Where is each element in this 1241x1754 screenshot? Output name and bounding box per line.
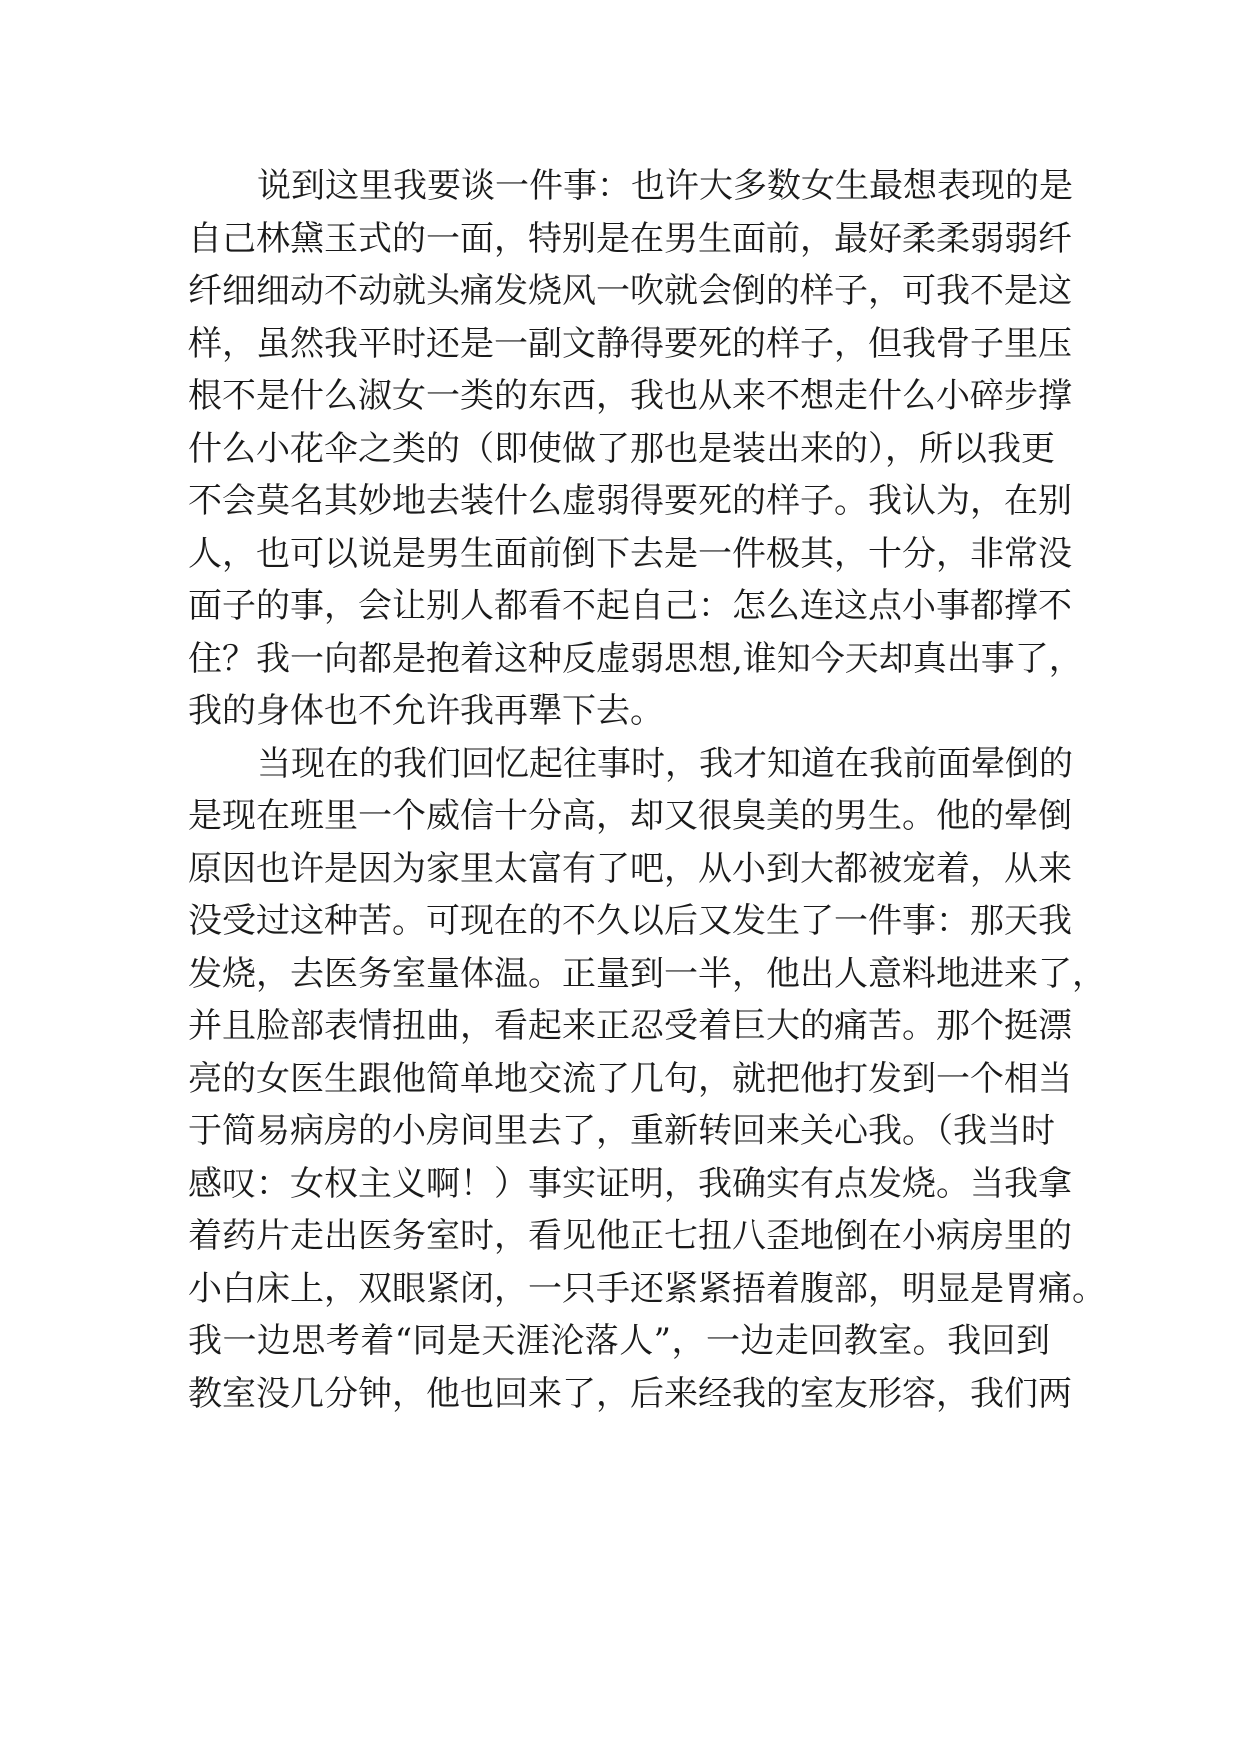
text-line: 是现在班里一个威信十分高，却又很臭美的男生。他的晕倒 xyxy=(188,796,1072,836)
text-line: 自己林黛玉式的一面，特别是在男生面前，最好柔柔弱弱纤 xyxy=(188,218,1072,259)
text-line: 样，虽然我平时还是一副文静得要死的样子，但我骨子里压 xyxy=(188,323,1072,364)
text-line: 面子的事，会让别人都看不起自己：怎么连这点小事都撑不 xyxy=(188,586,1072,626)
text-line: 不会莫名其妙地去装什么虚弱得要死的样子。我认为，在别 xyxy=(188,481,1072,521)
text-line: 小白床上，双眼紧闭，一只手还紧紧捂着腹部，明显是胃痛。 xyxy=(188,1268,1106,1309)
body-text xyxy=(188,160,1106,1420)
paragraph-2 xyxy=(188,738,1106,1421)
text-line: 原因也许是因为家里太富有了吧，从小到大都被宠着，从来 xyxy=(188,848,1072,889)
text-line: 着药片走出医务室时，看见他正七扭八歪地倒在小病房里的 xyxy=(188,1216,1072,1256)
text-line: 人，也可以说是男生面前倒下去是一件极其，十分，非常没 xyxy=(188,533,1072,574)
text-line: 没受过这种苦。可现在的不久以后又发生了一件事：那天我 xyxy=(188,901,1072,941)
text-line: 我一边思考着“同是天涯沦落人”，一边走回教室。我回到 xyxy=(188,1321,1050,1361)
text-line: 当现在的我们回忆起往事时，我才知道在我前面晕倒的 xyxy=(257,743,1073,784)
text-line: 教室没几分钟，他也回来了，后来经我的室友形容，我们两 xyxy=(188,1373,1072,1414)
text-line: 发烧，去医务室量体温。正量到一半，他出人意料地进来了， xyxy=(188,953,1106,994)
paragraph-1 xyxy=(188,160,1083,738)
text-line: 感叹：女权主义啊！）事实证明，我确实有点发烧。当我拿 xyxy=(188,1163,1072,1204)
text-line: 亮的女医生跟他简单地交流了几句，就把他打发到一个相当 xyxy=(188,1058,1072,1099)
text-line: 根不是什么淑女一类的东西，我也从来不想走什么小碎步撑 xyxy=(188,376,1072,416)
text-line: 我的身体也不允许我再犟下去。 xyxy=(188,691,664,731)
text-line: 说到这里我要谈一件事：也许大多数女生最想表现的是 xyxy=(257,166,1073,206)
text-line: 纤细细动不动就头痛发烧风一吹就会倒的样子，可我不是这 xyxy=(188,271,1072,311)
text-line: 于简易病房的小房间里去了，重新转回来关心我。（我当时 xyxy=(188,1111,1055,1151)
text-line: 住？我一向都是抱着这种反虚弱思想,谁知今天却真出事了， xyxy=(188,638,1083,679)
text-line: 什么小花伞之类的（即使做了那也是装出来的），所以我更 xyxy=(188,428,1055,469)
text-line: 并且脸部表情扭曲，看起来正忍受着巨大的痛苦。那个挺漂 xyxy=(188,1006,1072,1046)
